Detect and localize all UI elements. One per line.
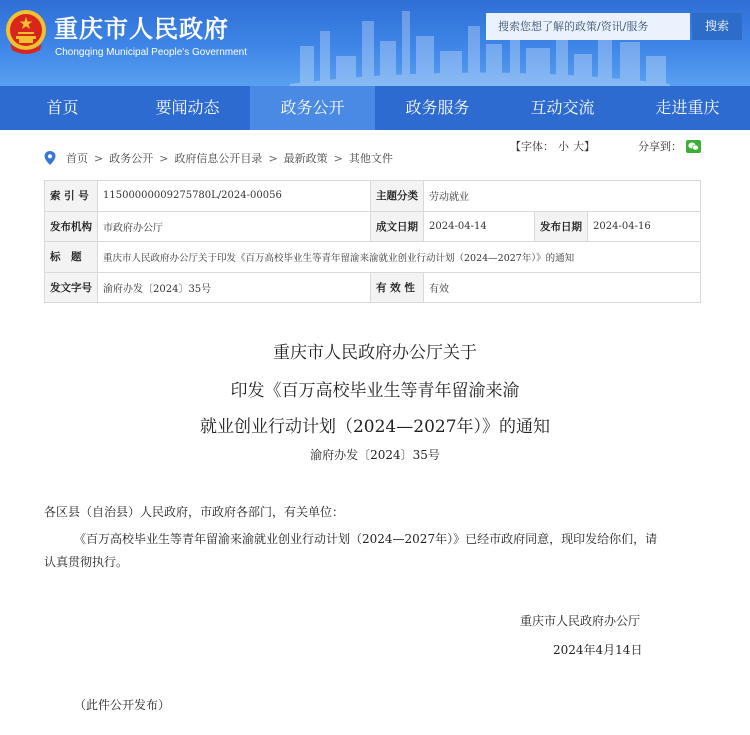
topic-label: 主题分类 — [371, 181, 424, 212]
document-title-line-1: 重庆市人民政府办公厅关于 — [273, 343, 477, 363]
national-emblem-icon — [4, 8, 48, 56]
table-row — [45, 272, 701, 303]
document-signer: 重庆市人民政府办公厅 — [520, 614, 641, 628]
breadcrumb-item-catalog[interactable]: 政府信息公开目录 — [174, 152, 263, 165]
index-label: 索 引 号 — [45, 181, 98, 212]
table-row — [45, 211, 701, 242]
location-pin-icon — [44, 151, 56, 165]
main-nav — [0, 86, 750, 130]
issuer-label: 发布机构 — [45, 211, 98, 242]
title-label: 标 题 — [45, 242, 98, 273]
table-row — [45, 181, 701, 212]
site-title: 重庆市人民政府 — [54, 15, 229, 43]
document-body-line-2: 认真贯彻执行。 — [44, 555, 129, 569]
breadcrumb-separator: > — [94, 151, 104, 165]
validity-label: 有 效 性 — [371, 272, 424, 303]
breadcrumb-item-latest-policy[interactable]: 最新政策 — [283, 152, 328, 165]
table-row — [45, 242, 701, 273]
breadcrumb-separator: > — [159, 151, 169, 165]
breadcrumb-item-home[interactable]: 首页 — [66, 152, 88, 165]
nav-item-home[interactable]: 首页 — [46, 98, 79, 117]
breadcrumb-separator: > — [268, 151, 278, 165]
doc-number-label: 发文字号 — [45, 272, 98, 303]
document-title-line-2: 印发《百万高校毕业生等青年留渝来渝 — [230, 381, 520, 401]
site-header — [0, 0, 750, 86]
nav-item-news[interactable]: 要闻动态 — [155, 98, 220, 117]
publish-date-value: 2024-04-16 — [588, 211, 701, 242]
breadcrumb-item-gov-affairs[interactable]: 政务公开 — [109, 152, 154, 165]
breadcrumb-item-other-files[interactable]: 其他文件 — [348, 152, 393, 165]
document-salutation: 各区县（自治县）人民政府，市政府各部门，有关单位： — [44, 505, 345, 519]
share-control — [638, 138, 701, 154]
document-info-table — [44, 180, 701, 303]
share-label: 分享到： — [638, 140, 682, 153]
font-size-label: 【字体： — [510, 140, 554, 153]
font-size-small-button[interactable]: 小 — [558, 140, 569, 153]
font-size-large-button[interactable]: 大】 — [573, 140, 595, 153]
document-title-line-3: 就业创业行动计划（2024—2027年）》的通知 — [199, 417, 551, 437]
document-body-line-1: 《百万高校毕业生等青年留渝来渝就业创业行动计划（2024—2027年）》已经市政府同意，现印发给你们，请 — [74, 532, 658, 546]
font-size-control — [510, 138, 595, 154]
site-subtitle: Chongqing Municipal People's Government — [55, 47, 248, 58]
nav-item-interaction[interactable]: 互动交流 — [530, 98, 595, 117]
publish-date-label: 发布日期 — [535, 211, 588, 242]
doc-number-value: 渝府办发〔2024〕35号 — [98, 272, 371, 303]
title-value: 重庆市人民政府办公厅关于印发《百万高校毕业生等青年留渝来渝就业创业行动计划（2024—2027年）》的通知 — [98, 242, 701, 273]
breadcrumb-separator: > — [333, 151, 343, 165]
index-value: 11500000009275780L/2024-00056 — [98, 181, 371, 212]
written-date-value: 2024-04-14 — [424, 211, 535, 242]
topic-value: 劳动就业 — [424, 181, 701, 212]
written-date-label: 成文日期 — [371, 211, 424, 242]
search-button[interactable]: 搜索 — [692, 13, 742, 40]
wechat-icon[interactable] — [686, 140, 701, 153]
validity-value: 有效 — [424, 272, 701, 303]
nav-item-about[interactable]: 走进重庆 — [655, 98, 720, 117]
nav-item-services[interactable]: 政务服务 — [405, 98, 470, 117]
issuer-value: 市政府办公厅 — [98, 211, 371, 242]
breadcrumb — [44, 150, 393, 166]
document-number: 渝府办发〔2024〕35号 — [310, 448, 440, 462]
document-date: 2024年4月14日 — [553, 643, 643, 657]
search-input[interactable]: 搜索您想了解的政策/资讯/服务 — [486, 13, 690, 40]
publication-note: （此件公开发布） — [74, 698, 171, 712]
nav-item-gov-affairs[interactable]: 政务公开 — [250, 86, 375, 130]
